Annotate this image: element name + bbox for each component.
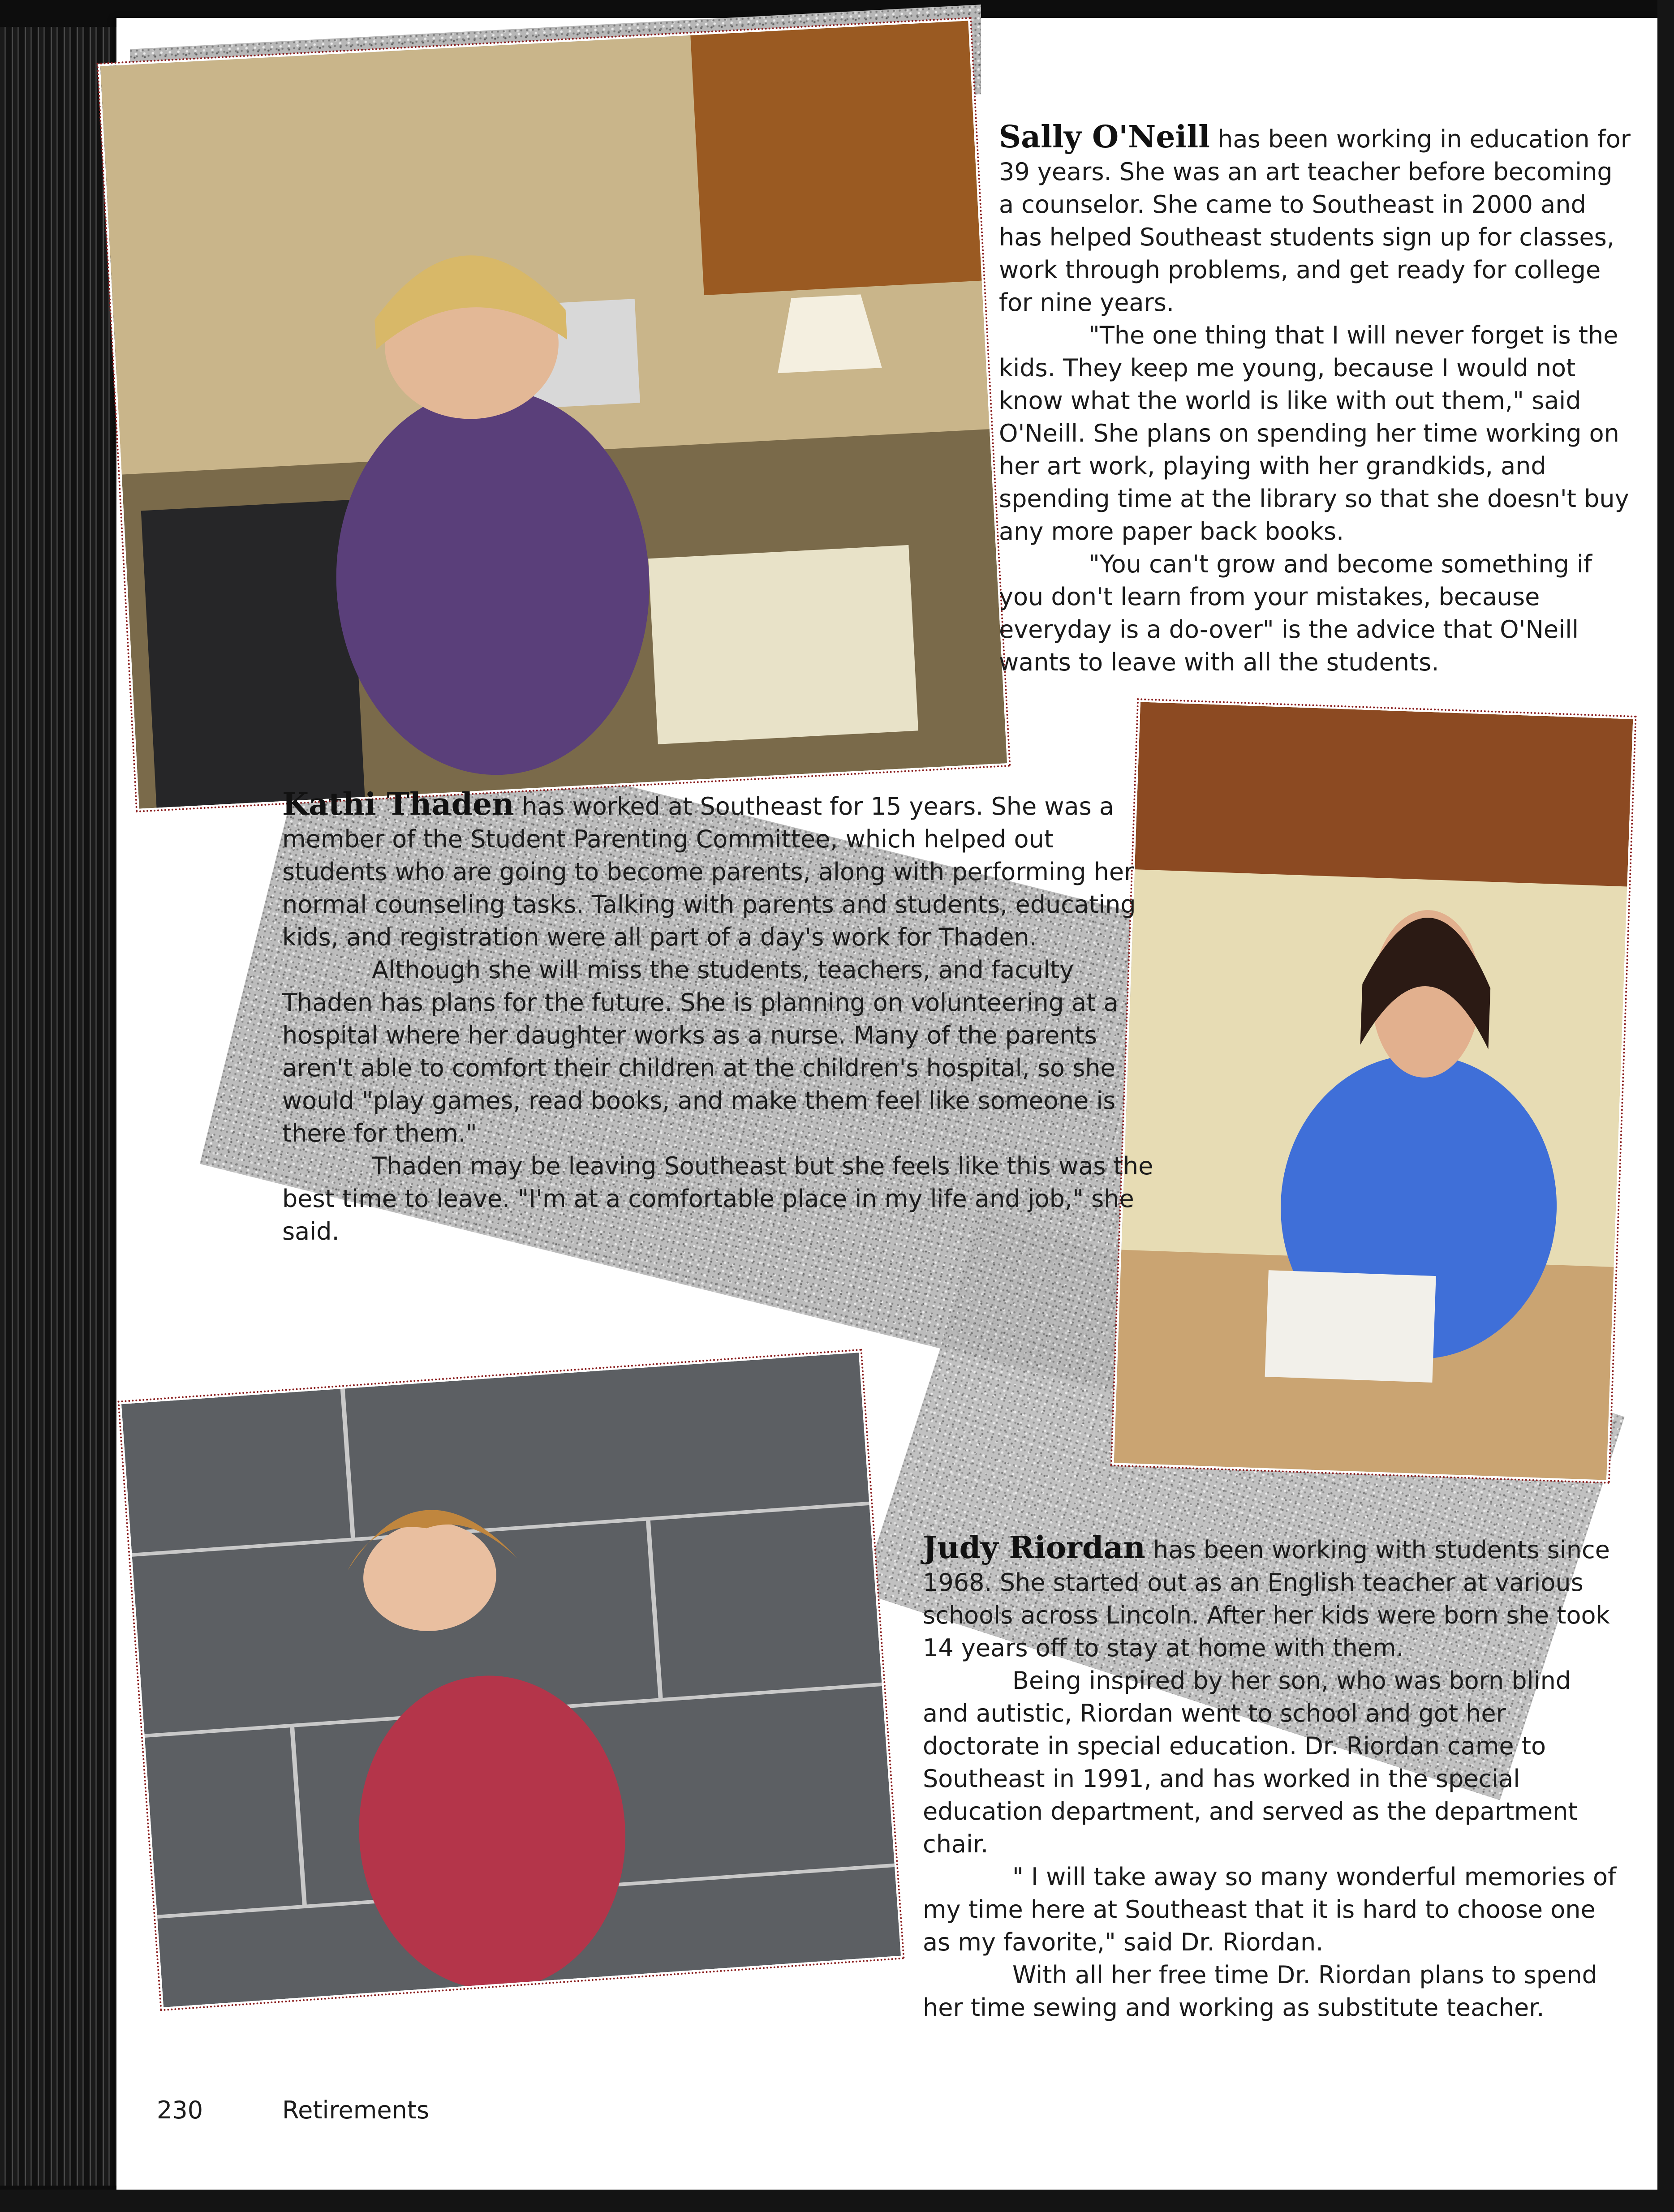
sally-paragraph-1 [999, 121, 1631, 319]
judy-paragraph-3: " I will take away so many wonderful memories of my time here at Southeast that it is hard to choose one as my favorite," said Dr. Riordan. [923, 1863, 1617, 1956]
judy-name: Judy Riordan [923, 1530, 1145, 1566]
sally-paragraph-2: "The one thing that I will never forget is the kids. They keep me young, because I would not know what the world is like with out them," said O'Neill. She plans on spending her time working on her art work, playing with her grandkids, and spending time at the library so that she doesn't buy any more paper back books. [999, 321, 1629, 545]
photo-sally-oneill [98, 18, 1010, 812]
sally-paragraph-3: "You can't grow and become something if you don't learn from your mistakes, because everyday is a do-over" is the advice that O'Neill wants to leave with all the students. [999, 550, 1592, 676]
judy-p1-text: has been working with students since 1968. She started out as an English teacher at various schools across Lincoln. After her kids were born she took 14 years off to stay at home with them. [923, 1536, 1610, 1662]
kathi-p1-text: has worked at Southeast for 15 years. She was a member of the Student Parenting Committee, which helped out students who are going to become parents, along with performing her normal counseling tasks. Talking with parents and students, educating kids, and registration were all part of a day's work for Thaden. [282, 792, 1136, 951]
judy-paragraph-1 [923, 1532, 1622, 1664]
kathi-paragraph-3: Thaden may be leaving Southeast but she feels like this was the best time to leave. "I'm at a comfortable place in my life and job," she said. [282, 1152, 1153, 1246]
photo-kathi-thaden [1111, 699, 1635, 1483]
judy-paragraph-4: With all her free time Dr. Riordan plans to spend her time sewing and working as substitute teacher. [923, 1961, 1597, 2022]
photo-kathi-image [1114, 702, 1633, 1480]
sally-p1-text: has been working in education for 39 years. She was an art teacher before becoming a counselor. She came to Southeast in 2000 and has helped Southeast students sign up for classes, work through problems, and get ready for college for nine years. [999, 125, 1631, 317]
section-name: Retirements [282, 2096, 430, 2124]
book-binding [0, 27, 125, 2186]
photo-sally-image [100, 21, 1007, 808]
sally-name: Sally O'Neill [999, 119, 1210, 155]
photo-judy-image [121, 1353, 901, 2007]
photo-judy-riordan [119, 1350, 904, 2010]
judy-paragraph-2: Being inspired by her son, who was born blind and autistic, Riordan went to school and got her doctorate in special education. Dr. Riordan came to Southeast in 1991, and has worked in the special education department, and served as the department chair. [923, 1667, 1578, 1858]
kathi-paragraph-1 [282, 788, 1156, 954]
sally-oneill-story [999, 121, 1631, 679]
kathi-name: Kathi Thaden [282, 786, 514, 822]
kathi-paragraph-2: Although she will miss the students, teachers, and faculty Thaden has plans for the future. She is planning on volunteering at a hospital where her daughter works as a nurse. Many of the parents aren't able to comfort their children at the children's hospital, so she would "play games, read books, and make them feel like someone is there for them." [282, 956, 1119, 1147]
kathi-thaden-story [282, 788, 1156, 1248]
judy-riordan-story [923, 1532, 1622, 2024]
bottom-page-edge [0, 2190, 1674, 2212]
page-number: 230 [157, 2096, 203, 2124]
right-page-edge [1657, 0, 1674, 2212]
